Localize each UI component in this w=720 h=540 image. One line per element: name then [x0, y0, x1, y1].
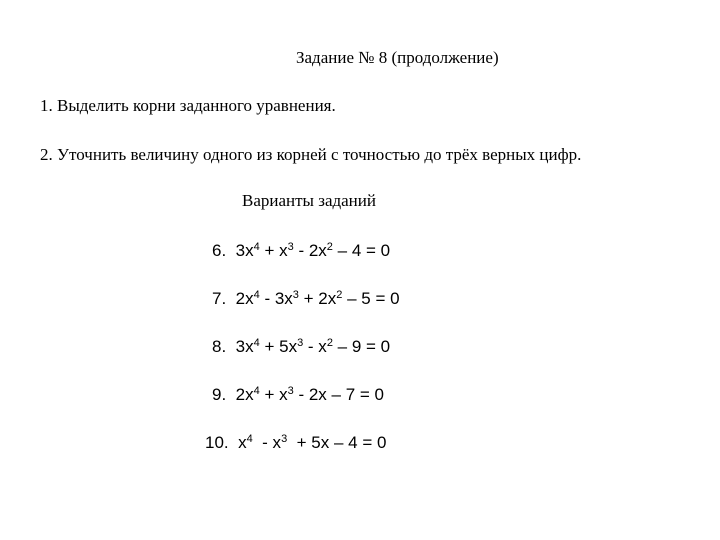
- variant-number: 6.: [212, 241, 227, 260]
- variant-equation-9: [212, 385, 384, 405]
- equation-term: 3x: [235, 241, 254, 260]
- variant-number: 7.: [212, 289, 227, 308]
- exponent: 2: [336, 289, 343, 301]
- equation-term: - 2x – 7 = 0: [293, 385, 384, 404]
- equation-term: - 3x: [259, 289, 293, 308]
- exponent: 4: [253, 337, 260, 349]
- equation-term: – 9 = 0: [332, 337, 391, 356]
- equation-term: – 4 = 0: [332, 241, 391, 260]
- exponent: 3: [281, 433, 288, 445]
- task-item-1: 1. Выделить корни заданного уравнения.: [40, 96, 336, 115]
- equation-term: - x: [303, 337, 327, 356]
- equation-term: x: [238, 433, 247, 452]
- exponent: 3: [297, 337, 304, 349]
- equation-term: 3x: [235, 337, 254, 356]
- exponent: 3: [287, 241, 294, 253]
- exponent: 2: [326, 337, 333, 349]
- variant-number: 9.: [212, 385, 227, 404]
- equation-term: 2x: [235, 385, 254, 404]
- equation-term: + x: [259, 241, 288, 260]
- equation-term: + x: [259, 385, 288, 404]
- exponent: 3: [287, 385, 294, 397]
- variant-equation-8: [212, 337, 390, 357]
- exponent: 4: [253, 289, 260, 301]
- exponent: 4: [253, 241, 260, 253]
- equation-term: – 5 = 0: [342, 289, 400, 308]
- equation-term: 2x: [235, 289, 254, 308]
- equation-term: + 2x: [298, 289, 337, 308]
- exponent: 2: [326, 241, 333, 253]
- page-title: Задание № 8 (продолжение): [296, 48, 499, 67]
- exponent: 4: [253, 385, 260, 397]
- exponent: 4: [246, 433, 253, 445]
- variant-equation-6: [212, 241, 390, 261]
- variant-number: 8.: [212, 337, 227, 356]
- equation-term: + 5x: [259, 337, 298, 356]
- variant-number: 10.: [205, 433, 229, 452]
- variant-equation-7: [212, 289, 400, 309]
- variants-heading: Варианты заданий: [242, 191, 376, 210]
- equation-term: + 5x – 4 = 0: [287, 433, 387, 452]
- variant-equation-10: [205, 433, 386, 453]
- task-item-2: 2. Уточнить величину одного из корней с точностью до трёх верных цифр.: [40, 145, 582, 164]
- equation-term: - x: [252, 433, 282, 452]
- equation-term: - 2x: [293, 241, 327, 260]
- exponent: 3: [292, 289, 299, 301]
